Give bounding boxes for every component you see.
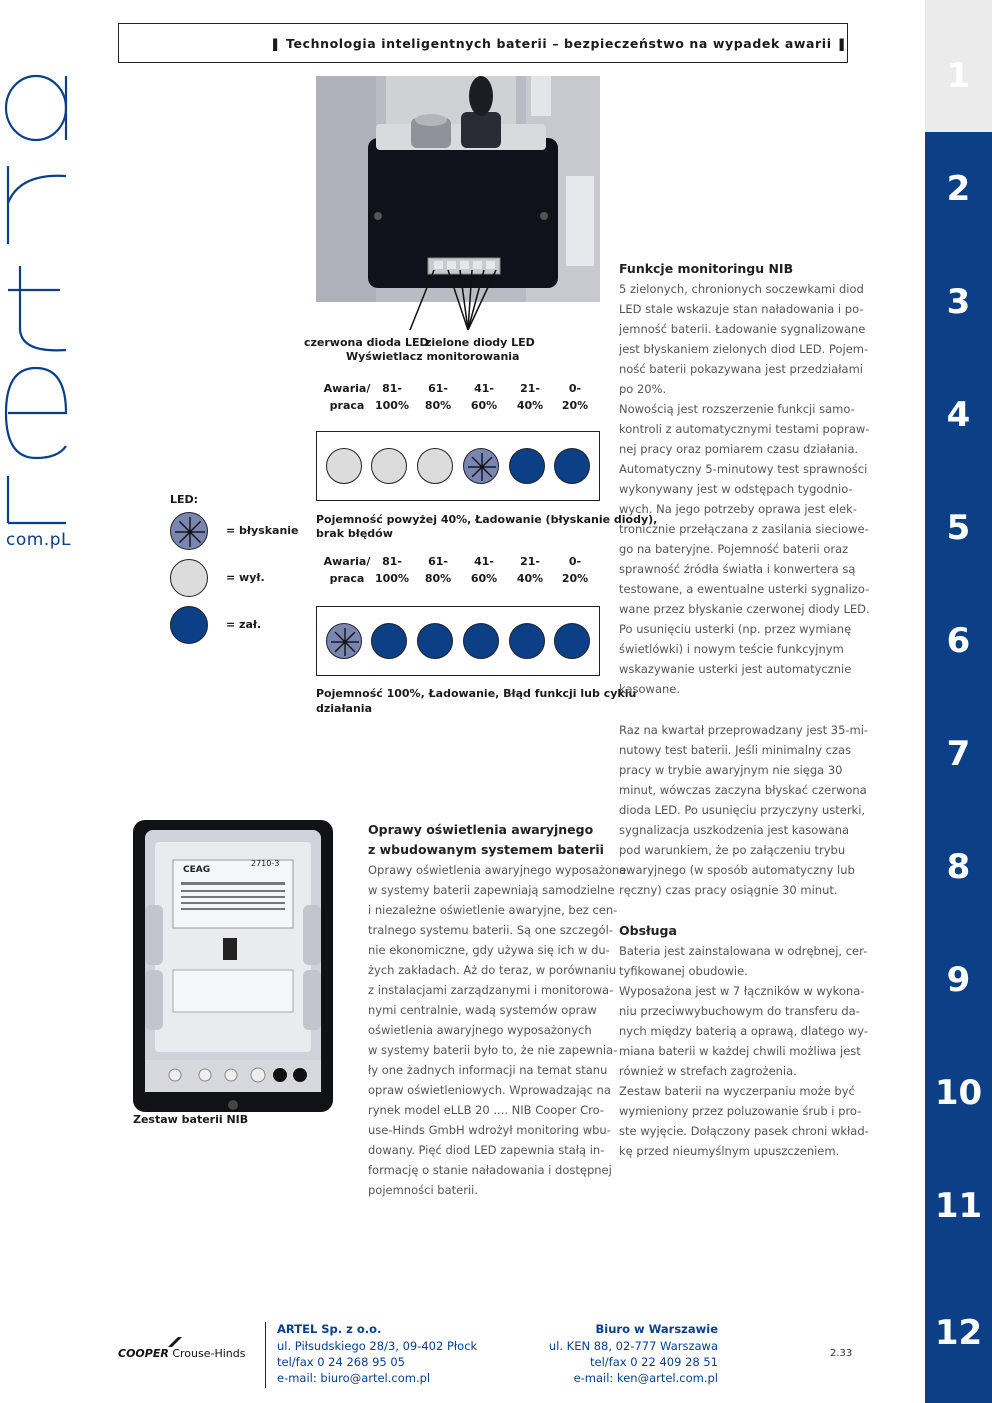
brand-domain: com.pL: [6, 530, 71, 550]
led-indicator-on: [509, 448, 545, 484]
row1-caption-2: brak błędów: [316, 527, 393, 540]
text-line: use-Hinds GmbH wdrożył monitoring wbu-: [368, 1123, 611, 1137]
col-header: 21- 40%: [516, 382, 544, 412]
text-line: świetlówki) i nowym teście funkcyjnym: [619, 642, 844, 656]
emergency-title: Oprawy oświetlenia awaryjnego: [368, 822, 594, 837]
text-line: ste wyjęcie. Dołączony pasek chroni wkład-: [619, 1124, 869, 1138]
nav-tab-1[interactable]: [925, 19, 992, 132]
footer-email[interactable]: e-mail: biuro@artel.com.pl: [277, 1371, 431, 1385]
legend-led-blink: [170, 512, 208, 550]
text-line: Oprawy oświetlenia awaryjnego wyposażone: [368, 863, 627, 877]
legend-label: = wył.: [226, 571, 265, 584]
text-line: dowany. Pięć diod LED zapewnia stałą in-: [368, 1143, 605, 1157]
text-line: w systemy baterii zapewniają samodzielne: [368, 883, 615, 897]
nav-tab-7[interactable]: [925, 697, 992, 810]
footer-company: ARTEL Sp. z o.o.: [277, 1322, 382, 1336]
ceag-label: CEAG: [183, 865, 211, 875]
office-phone: tel/fax 0 22 409 28 51: [590, 1355, 718, 1369]
cooper-logo-bold: COOPER: [118, 1347, 169, 1360]
text-line: wskazywanie usterki jest automatycznie: [619, 662, 852, 676]
nav-tab-11[interactable]: [925, 1149, 992, 1262]
text-line: oświetlenia awaryjnego wyposażonych: [368, 1023, 592, 1037]
col-header: Awaria/ praca: [323, 555, 371, 585]
label-red-led: czerwona dioda LED: [304, 336, 429, 349]
led-indicator-on: [463, 623, 499, 659]
col-header: 61- 80%: [424, 382, 452, 412]
pointer-lines: [300, 255, 540, 335]
text-line: 5 zielonych, chronionych soczewkami diod: [619, 282, 864, 296]
text-line: formację o stanie naładowania i dostępnej: [368, 1163, 612, 1177]
legend-led-off: [170, 559, 208, 597]
text-line: wane przez błyskanie czerwonej diody LED.: [619, 602, 870, 616]
text-line: nymi centralnie, wadą systemów opraw: [368, 1003, 597, 1017]
text-line: kę przed nieumyślnym upuszczeniem.: [619, 1144, 840, 1158]
monitoring-title: Funkcje monitoringu NIB: [619, 261, 794, 276]
nav-tab-label: 4: [946, 394, 971, 435]
text-line: nej pracy oraz pomiarem czasu działania.: [619, 442, 859, 456]
nav-tab-label: 10: [934, 1072, 983, 1113]
text-line: Nowością jest rozszerzenie funkcji samo-: [619, 402, 855, 416]
artel-logo: [0, 68, 82, 538]
led-indicator-off: [326, 448, 362, 484]
nav-tab-label: 9: [946, 959, 971, 1000]
led-indicator-off: [417, 448, 453, 484]
nib-battery-image: [133, 820, 333, 1112]
nav-tab-12[interactable]: [925, 1262, 992, 1403]
text-line: LED stale wskazuje stan naładowania i po-: [619, 302, 864, 316]
led-indicator-blink: [463, 448, 499, 484]
label-green-leds: zielone diody LED: [425, 336, 535, 349]
col-header: 41- 60%: [470, 382, 498, 412]
col-header: Awaria/ praca: [323, 382, 371, 412]
led-indicator-on: [554, 448, 590, 484]
nav-tab-6[interactable]: [925, 584, 992, 697]
text-line: Wyposażona jest w 7 łączników w wykona-: [619, 984, 865, 998]
text-line: pod warunkiem, że po załączeniu trybu: [619, 843, 846, 857]
footer-phone: tel/fax 0 24 268 95 05: [277, 1355, 405, 1369]
emergency-title-2: z wbudowanym systemem baterii: [368, 842, 604, 857]
text-line: po 20%.: [619, 382, 667, 396]
office-title: Biuro w Warszawie: [595, 1322, 718, 1336]
text-line: niu przeciwwybuchowym do transferu da-: [619, 1004, 860, 1018]
row1-caption: Pojemność powyżej 40%, Ładowanie (błyskanie diody),: [316, 513, 658, 526]
text-line: nych między baterią a oprawą, dlatego wy-: [619, 1024, 869, 1038]
chapter-nav: [925, 0, 992, 1403]
text-line: miana baterii w każdej chwili możliwa jest: [619, 1044, 861, 1058]
text-line: ły one żadnych informacji na temat stanu: [368, 1063, 608, 1077]
nav-tab-8[interactable]: [925, 810, 992, 923]
text-line: dioda LED. Po usunięciu przyczyny usterki,: [619, 803, 866, 817]
col-header: 41- 60%: [470, 555, 498, 585]
service-body: [619, 941, 869, 1161]
nib-battery-photo: [133, 820, 333, 1112]
nav-tab-label: 11: [934, 1185, 983, 1226]
text-line: i niezależne oświetlenie awaryjne, bez cen-: [368, 903, 618, 917]
text-line: ręczny) czas pracy osiągnie 30 minut.: [619, 883, 838, 897]
nav-tab-4[interactable]: [925, 358, 992, 471]
led-display-row2: [316, 606, 600, 676]
nav-tab-label: 2: [946, 168, 971, 209]
row2-caption-2: działania: [316, 702, 372, 715]
nav-top-strip: [925, 0, 992, 19]
text-line: opraw oświetleniowych. Wprowadzając na: [368, 1083, 611, 1097]
legend-label: = zał.: [226, 618, 262, 631]
text-line: kasowane.: [619, 682, 681, 696]
nav-tab-label: 5: [946, 507, 971, 548]
text-line: kontroli z automatycznymi testami popraw-: [619, 422, 870, 436]
text-line: tronicznie przełączana z zasilania sieciowe-: [619, 522, 869, 536]
nav-tab-5[interactable]: [925, 471, 992, 584]
text-line: wykonywany jest w odstępach tygodnio-: [619, 482, 853, 496]
page-title: ❚ Technologia inteligentnych baterii – bezpieczeństwo na wypadek awarii ❚: [270, 36, 848, 51]
led-row: [317, 432, 601, 502]
nav-tab-label: 12: [934, 1312, 983, 1353]
text-line: żych zakładach. Aż do teraz, w porównaniu: [368, 963, 617, 977]
footer-divider: [265, 1322, 266, 1388]
photo-caption: Zestaw baterii NIB: [133, 1113, 249, 1126]
nav-tab-10[interactable]: [925, 1036, 992, 1149]
text-line: wymieniony przez poluzowanie śrub i pro-: [619, 1104, 862, 1118]
col-header: 61- 80%: [424, 555, 452, 585]
text-line: sprawność źródła światła i konwertera są: [619, 562, 856, 576]
text-line: Raz na kwartał przeprowadzany jest 35-mi-: [619, 723, 869, 737]
led-indicator-off: [371, 448, 407, 484]
page-number: 2.33: [830, 1348, 853, 1359]
col-header: 81- 100%: [375, 555, 409, 585]
text-line: również w strefach zagrożenia.: [619, 1064, 797, 1078]
text-line: rynek model eLLB 20 .... NIB Cooper Cro-: [368, 1103, 604, 1117]
text-line: Automatyczny 5-minutowy test sprawności: [619, 462, 868, 476]
service-title: Obsługa: [619, 923, 677, 938]
text-line: pojemności baterii.: [368, 1183, 479, 1197]
legend-title: LED:: [170, 493, 199, 506]
nav-tab-2[interactable]: [925, 132, 992, 245]
monitoring-body-2: [619, 720, 869, 900]
led-legend: [170, 510, 300, 650]
text-line: w systemy baterii było to, że nie zapewnia-: [368, 1043, 618, 1057]
col-header: 81- 100%: [375, 382, 409, 412]
led-indicator-on: [509, 623, 545, 659]
text-line: tyfikowanej obudowie.: [619, 964, 748, 978]
text-line: z instalacjami zarządzanymi i monitorowa-: [368, 983, 614, 997]
text-line: wych. Na jego potrzeby oprawa jest elek-: [619, 502, 857, 516]
cooper-logo: [118, 1335, 248, 1359]
nav-tab-label: 8: [946, 846, 971, 887]
text-line: nie ekonomiczne, gdy używa się ich w du-: [368, 943, 610, 957]
nav-tab-9[interactable]: [925, 923, 992, 1036]
legend-led-on: [170, 606, 208, 644]
office-address: ul. KEN 88, 02-777 Warszawa: [548, 1339, 718, 1353]
led-row: [317, 607, 601, 677]
nav-tab-label: 3: [946, 281, 971, 322]
artel-logo-graphic: [0, 68, 82, 538]
nav-tab-3[interactable]: [925, 245, 992, 358]
emergency-body: [368, 860, 627, 1200]
led-indicator-on: [417, 623, 453, 659]
text-line: awaryjnego (w sposób automatyczny lub: [619, 863, 855, 877]
display-title: Wyświetlacz monitorowania: [346, 350, 520, 363]
footer-address: ul. Piłsudskiego 28/3, 09-402 Płock: [277, 1339, 478, 1353]
text-line: Po usunięciu usterki (np. przez wymianę: [619, 622, 852, 636]
led-indicator-blink: [326, 623, 362, 659]
nav-tab-label: 1: [946, 55, 971, 96]
text-line: jemność baterii. Ładowanie sygnalizowane: [619, 322, 866, 336]
nav-tab-label: 7: [946, 733, 971, 774]
led-indicator-on: [554, 623, 590, 659]
row2-caption: Pojemność 100%, Ładowanie, Błąd funkcji lub cyklu: [316, 687, 637, 700]
model-label: 2710-3: [251, 859, 280, 868]
office-email[interactable]: e-mail: ken@artel.com.pl: [573, 1371, 718, 1385]
led-display-row1: [316, 431, 600, 501]
text-line: sygnalizacja uszkodzenia jest kasowana: [619, 823, 850, 837]
text-line: tralnego systemu baterii. Są one szczegól-: [368, 923, 613, 937]
col-header: 21- 40%: [516, 555, 544, 585]
text-line: nutowy test baterii. Jeśli minimalny czas: [619, 743, 852, 757]
text-line: go na bateryjne. Pojemność baterii oraz: [619, 542, 849, 556]
monitoring-body: [619, 279, 870, 699]
legend-label: = błyskanie: [226, 524, 299, 537]
text-line: Bateria jest zainstalowana w odrębnej, cer-: [619, 944, 868, 958]
text-line: minut, wówczas zaczyna błyskać czerwona: [619, 783, 867, 797]
led-indicator-on: [371, 623, 407, 659]
col-header: 0- 20%: [561, 555, 589, 585]
text-line: ność baterii pokazywana jest przedziałami: [619, 362, 863, 376]
text-line: pracy w trybie awaryjnym nie sięga 30: [619, 763, 843, 777]
text-line: Zestaw baterii na wyczerpaniu może być: [619, 1084, 855, 1098]
text-line: testowane, a ewentualne usterki sygnalizo-: [619, 582, 870, 596]
col-header: 0- 20%: [561, 382, 589, 412]
text-line: jest błyskaniem zielonych diod LED. Pojem-: [619, 342, 869, 356]
nav-tab-label: 6: [946, 620, 971, 661]
cooper-logo-rest: Crouse-Hinds: [168, 1347, 246, 1360]
